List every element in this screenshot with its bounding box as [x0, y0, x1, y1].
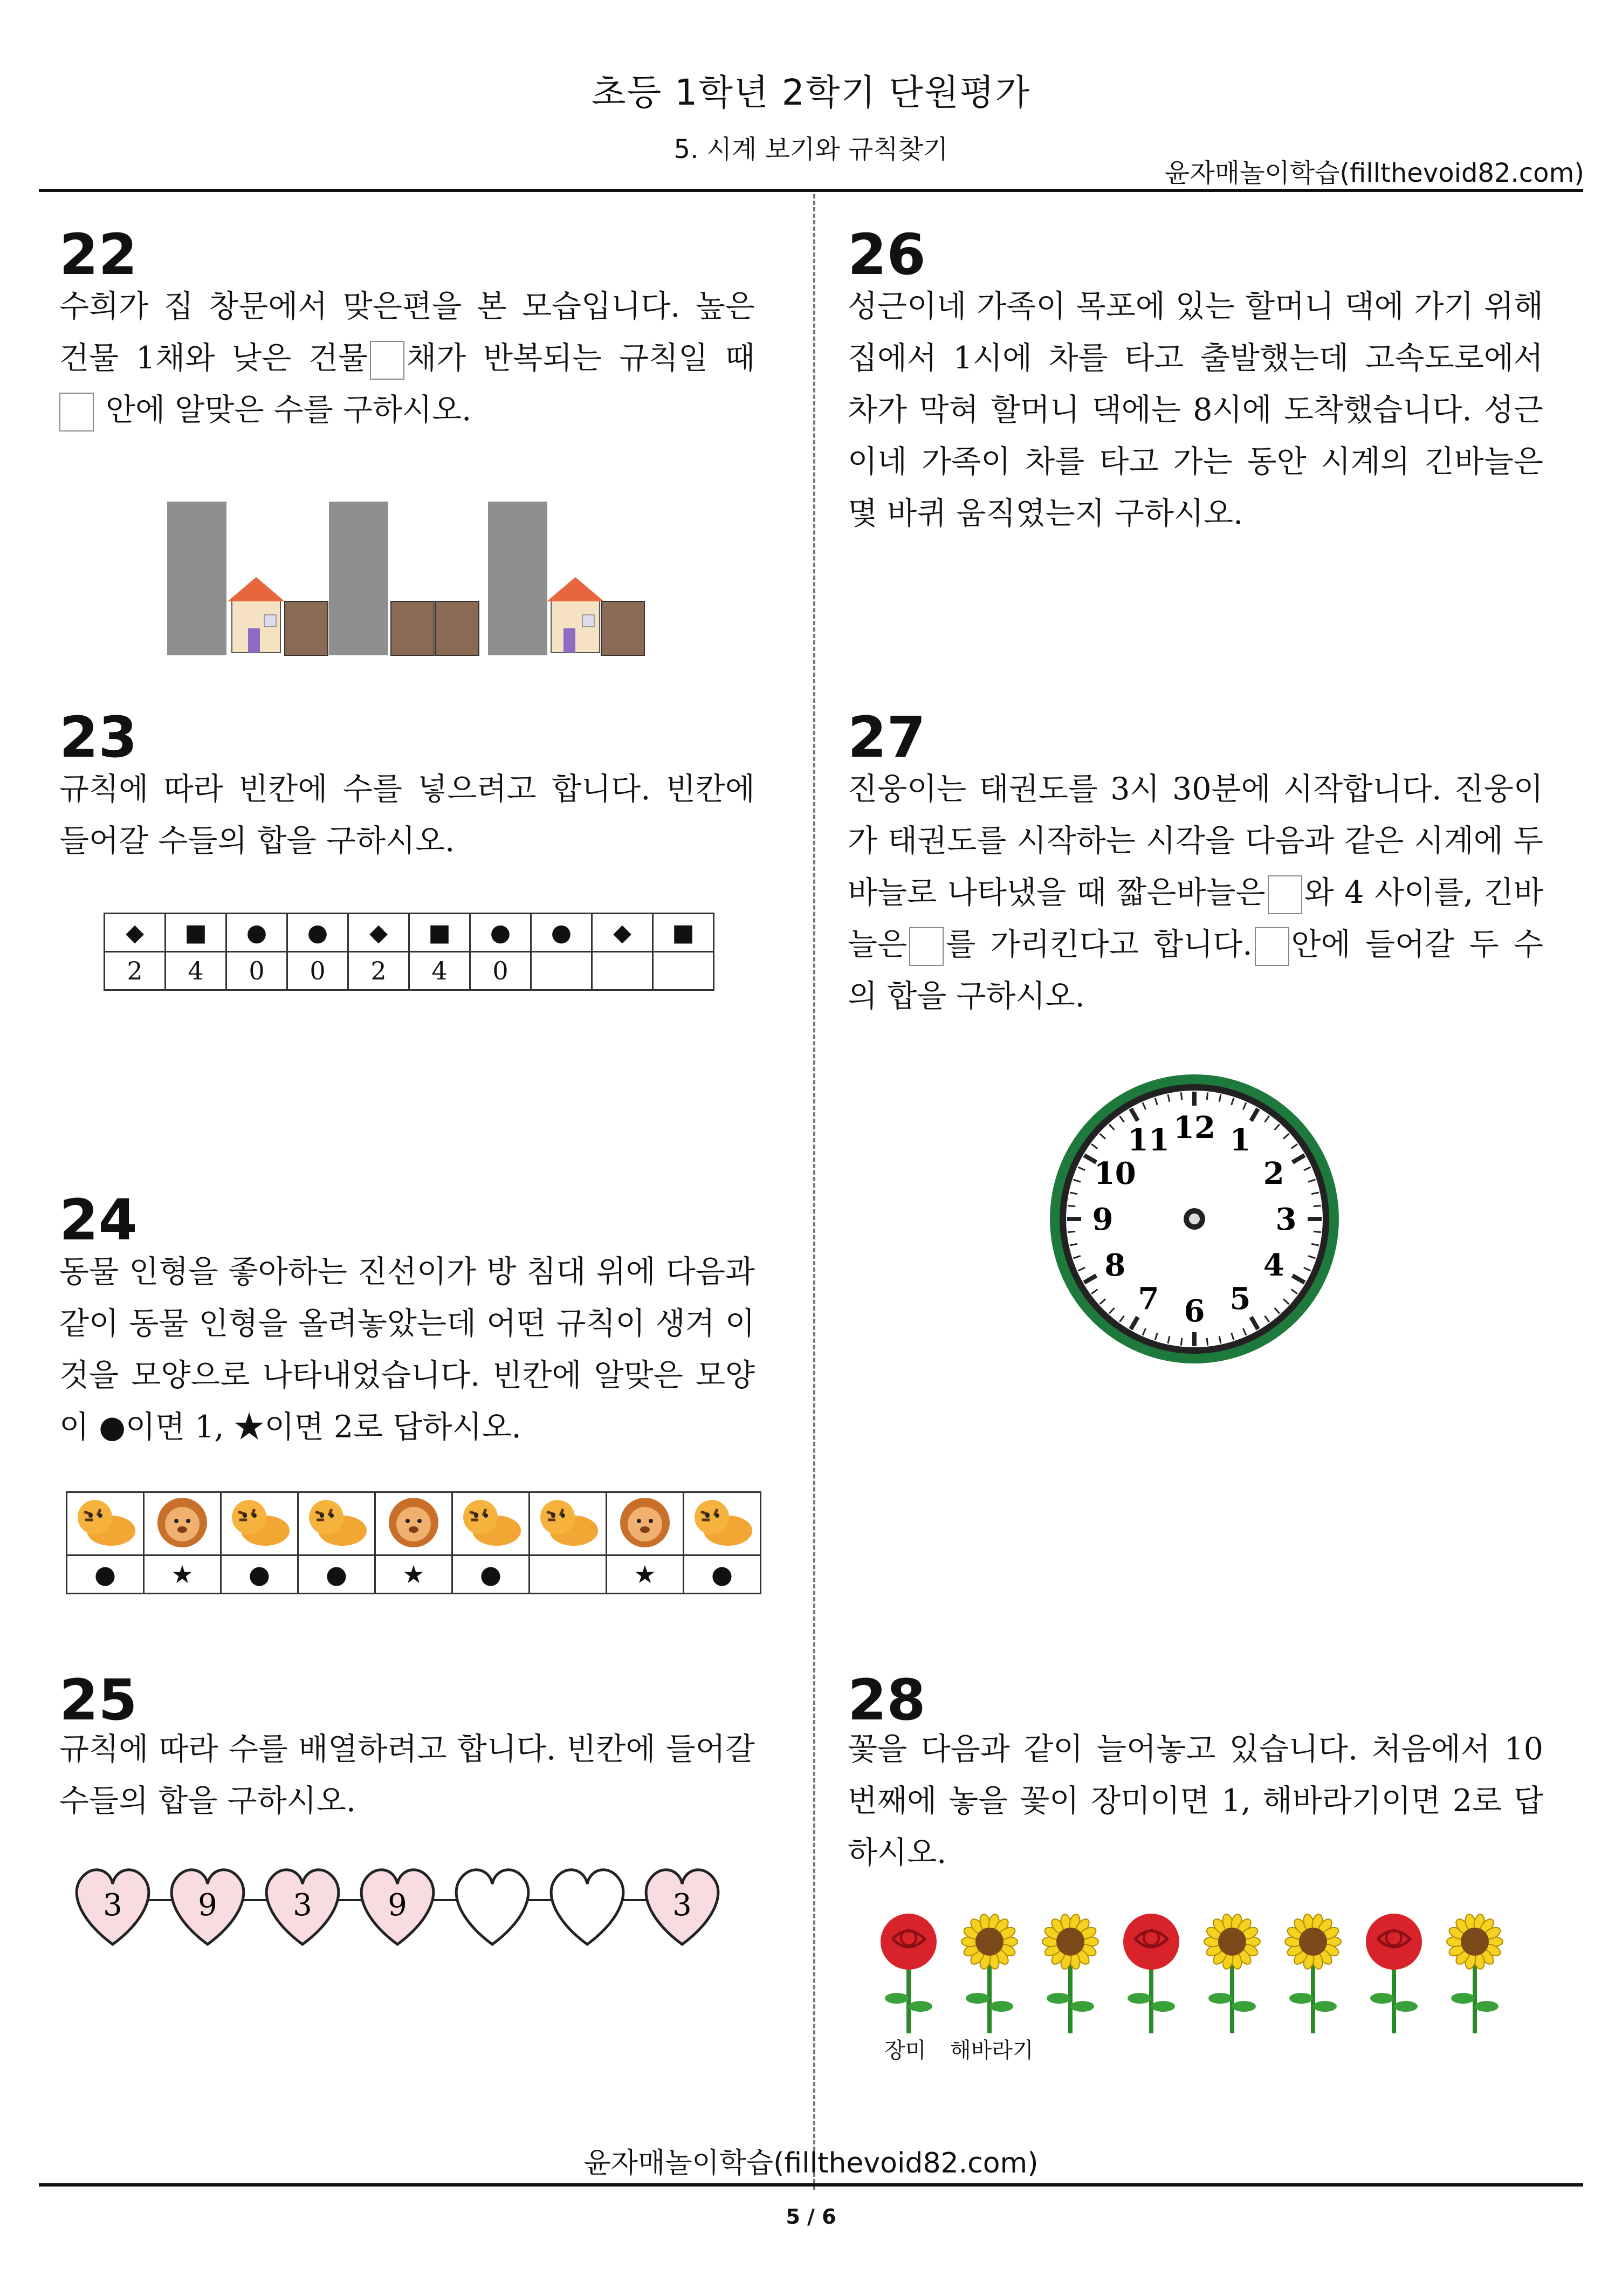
low-building: [436, 601, 479, 655]
lion-doll-cell: [375, 1492, 452, 1555]
clock-number: 10: [1094, 1156, 1136, 1191]
question-22-text: 수희가 집 창문에서 맞은편을 본 모습입니다. 높은 건물 1채와 낮은 건물 채가 반복되는 규칙일 때 안에 알맞은 수를 구하시오.: [59, 280, 755, 436]
mark-cell: ★: [144, 1555, 221, 1594]
tiger-doll-cell: [684, 1492, 761, 1555]
shape-cell: ◆: [592, 914, 653, 952]
animal-pattern-table: [66, 1491, 761, 1594]
answer-blank: [1268, 875, 1302, 914]
value-cell: 4: [409, 952, 470, 990]
lion-doll-cell: [607, 1492, 684, 1555]
blank-heart: [551, 1870, 623, 1944]
question-24-number: 24: [59, 1187, 138, 1253]
value-cell: 2: [348, 952, 409, 990]
question-24-text: 동물 인형을 좋아하는 진선이가 방 침대 위에 다음과 같이 동물 인형을 올려놓았는데 어떤 규칙이 생겨 이것을 모양으로 나타내었습니다. 빈칸에 알맞은 모양이 ●이면 1, ★이면 2로 답하시오.: [59, 1254, 755, 1445]
shape-cell: ●: [226, 914, 287, 952]
answer-blank: [909, 927, 944, 966]
tiger-doll-cell: [67, 1492, 144, 1555]
flower-row: [874, 1912, 1521, 2036]
sunflower-icon: [961, 1913, 1018, 2033]
question-23-number: 23: [59, 704, 138, 770]
tall-building: [167, 502, 226, 655]
heart: [266, 1870, 339, 1944]
shape-number-table: [104, 913, 714, 991]
heart-number: 3: [672, 1888, 692, 1923]
tiger-icon: [531, 1493, 605, 1552]
tiger-icon: [299, 1493, 374, 1552]
footer-divider: [39, 2183, 1583, 2187]
clock-tick: [1068, 1205, 1075, 1206]
rose-icon: [1123, 1914, 1179, 2033]
lion-icon: [145, 1493, 219, 1552]
sunflower-icon: [1204, 1913, 1260, 2033]
low-building: [391, 601, 434, 655]
shape-cell: ■: [653, 914, 714, 952]
question-28-text: 꽃을 다음과 같이 늘어놓고 있습니다. 처음에서 10번째에 놓을 꽃이 장미이면 1, 해바라기이면 2로 답하시오.: [848, 1731, 1543, 1870]
clock-number: 5: [1229, 1281, 1251, 1317]
value-cell: 0: [470, 952, 531, 990]
shape-cell: ◆: [105, 914, 166, 952]
mark-cell: ●: [452, 1555, 530, 1594]
label-sunflower: 해바라기: [950, 2038, 1034, 2063]
heart-number: 9: [198, 1888, 217, 1923]
blank-heart: [456, 1870, 528, 1944]
page-number: 5 / 6: [786, 2205, 836, 2229]
sunflower-icon: [1447, 1913, 1503, 2033]
value-cell: 4: [166, 952, 226, 990]
clock-face: [1046, 1071, 1343, 1367]
rose-icon: [881, 1914, 937, 2033]
question-26-text: 성근이네 가족이 목포에 있는 할머니 댁에 가기 위해 집에서 1시에 차를 타고 출발했는데 고속도로에서 차가 막혀 할머니 댁에는 8시에 도착했습니다. 성근이네 가족이 차를 타고 가는 동안 시계의 긴바늘은 몇 바퀴 움직였는지 구하시오.: [848, 289, 1543, 531]
clock-number: 3: [1275, 1202, 1297, 1237]
lion-doll-cell: [144, 1492, 221, 1555]
question-25-number: 25: [59, 1667, 138, 1733]
mark-cell: ★: [607, 1555, 684, 1594]
heart: [361, 1870, 434, 1944]
tiger-icon: [685, 1493, 759, 1552]
shape-cell: ■: [409, 914, 470, 952]
clock-number: 2: [1263, 1156, 1284, 1191]
mark-cell: ●: [298, 1555, 375, 1594]
header-divider: [39, 189, 1583, 192]
question-25-text: 규칙에 따라 수를 배열하려고 합니다. 빈칸에 들어갈 수들의 합을 구하시오.: [59, 1731, 755, 1819]
clock-number: 1: [1229, 1122, 1251, 1158]
sunflower-icon: [1042, 1913, 1098, 2033]
value-cell: 2: [105, 952, 166, 990]
heart: [646, 1870, 718, 1944]
question-22-number: 22: [59, 222, 138, 287]
house: [547, 577, 604, 653]
heart-number: 3: [293, 1888, 312, 1923]
heart-number: 9: [388, 1888, 407, 1923]
shape-cell: ◆: [348, 914, 409, 952]
blank-value-cell: [653, 952, 714, 990]
low-building: [601, 601, 644, 655]
shape-cell: ●: [531, 914, 592, 952]
tall-building: [329, 502, 388, 655]
tall-building: [488, 502, 547, 655]
shape-cell: ●: [470, 914, 531, 952]
mark-cell: ●: [221, 1555, 298, 1594]
lion-icon: [608, 1493, 682, 1552]
blank-mark-cell: [530, 1555, 607, 1594]
header-site-credit: 윤자매놀이학습(fillthevoid82.com): [1164, 158, 1584, 188]
mark-cell: ●: [684, 1555, 761, 1594]
tiger-doll-cell: [530, 1492, 607, 1555]
question-26-number: 26: [848, 222, 926, 287]
house: [228, 577, 285, 653]
footer-site-credit: 윤자매놀이학습(fillthevoid82.com): [583, 2147, 1039, 2180]
clock-tick: [1314, 1231, 1321, 1232]
question-27-text: 진웅이는 태권도를 3시 30분에 시작합니다. 진웅이가 태권도를 시작하는 시각을 다음과 같은 시계에 두 바늘로 나타냈을 때 짧은바늘은 와 4 사이를, 긴바늘은 를 가리킨다고 합니다. 안에 들어갈 두 수의 합을 구하시오.: [848, 771, 1543, 1014]
value-cell: 0: [226, 952, 287, 990]
clock-number: 9: [1092, 1202, 1114, 1237]
clock-number: 12: [1173, 1110, 1215, 1146]
lion-icon: [376, 1493, 451, 1552]
answer-blank: [1255, 927, 1289, 966]
clock-tick: [1068, 1231, 1075, 1232]
heart-number: 3: [103, 1888, 122, 1923]
heart-chain: [70, 1863, 750, 1950]
clock-number: 6: [1184, 1293, 1205, 1329]
value-cell: 0: [287, 952, 348, 990]
clock-tick: [1314, 1205, 1321, 1206]
tiger-doll-cell: [298, 1492, 375, 1555]
heart: [171, 1870, 244, 1944]
shape-cell: ■: [166, 914, 226, 952]
column-divider: [813, 194, 815, 2190]
low-building: [285, 601, 328, 655]
question-27-number: 27: [848, 704, 926, 770]
shape-cell: ●: [287, 914, 348, 952]
question-28-number: 28: [848, 1667, 926, 1733]
tiger-icon: [222, 1493, 297, 1552]
answer-blank: [59, 393, 94, 431]
rose-icon: [1366, 1914, 1422, 2033]
worksheet-title: 초등 1학년 2학기 단원평가: [591, 72, 1031, 113]
buildings-illustration: [162, 496, 647, 658]
tiger-doll-cell: [221, 1492, 298, 1555]
clock-number: 7: [1138, 1281, 1159, 1317]
tiger-icon: [68, 1493, 142, 1552]
heart: [77, 1870, 149, 1944]
label-rose: 장미: [884, 2038, 926, 2063]
mark-cell: ★: [375, 1555, 452, 1594]
clock-number: 8: [1104, 1248, 1126, 1283]
answer-blank: [370, 341, 404, 380]
sunflower-icon: [1285, 1913, 1341, 2033]
tiger-doll-cell: [452, 1492, 530, 1555]
mark-cell: ●: [67, 1555, 144, 1594]
blank-value-cell: [592, 952, 653, 990]
clock-number: 4: [1263, 1248, 1284, 1283]
tiger-icon: [453, 1493, 528, 1552]
worksheet-subtitle: 5. 시계 보기와 규칙찾기: [673, 134, 949, 165]
blank-value-cell: [531, 952, 592, 990]
question-23-text: 규칙에 따라 빈칸에 수를 넣으려고 합니다. 빈칸에 들어갈 수들의 합을 구하시오.: [59, 771, 755, 859]
clock-number: 11: [1128, 1122, 1170, 1158]
